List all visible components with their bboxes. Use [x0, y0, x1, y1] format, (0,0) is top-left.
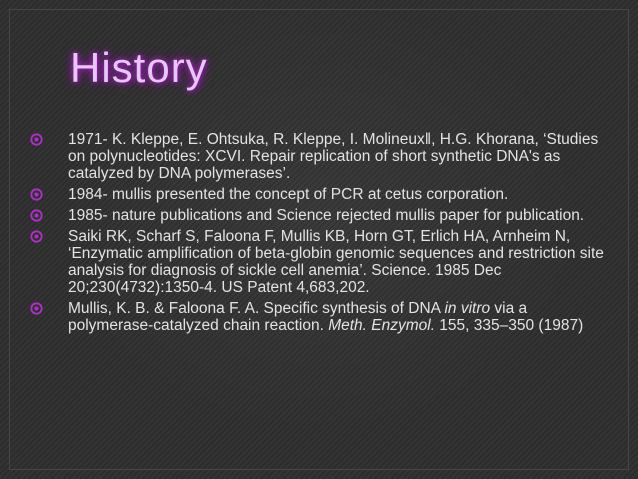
bullet-text: 1985- nature publications and Science rejected mullis paper for publication. [68, 207, 585, 224]
bullet-list [30, 131, 615, 338]
bullet-text: 1984- mullis presented the concept of PCR at cetus corporation. [68, 186, 509, 203]
bullet-text: Saiki RK, Scharf S, Faloona F, Mullis KB, Horn GT, Erlich HA, Arnheim N, ‘Enzymatic amplification of beta-globin genomic sequences and restriction site analysis for diagnosis of sickle cell anemia’. Science. 1985 Dec 20;230(4732):1350-4. US Patent 4,683,202. [68, 228, 604, 296]
target-bullet-icon [30, 228, 44, 245]
bullet-text-italic: Meth. Enzymol. [328, 317, 435, 334]
target-bullet-icon [30, 131, 44, 148]
bullet-item [30, 186, 615, 203]
bullet-text: 1971- K. Kleppe, E. Ohtsuka, R. Kleppe, I. Molineux‖, H.G. Khorana, ‘Studies on polynucleotides: XCVI. Repair replication of short synthetic DNA's as catalyzed by DNA polymerases’. [68, 131, 599, 182]
bullet-text-part: via a polymerase-catalyzed chain reaction. [68, 300, 528, 334]
slide-title: History [70, 44, 208, 91]
bullet-item [30, 300, 615, 334]
bullet-text [68, 300, 583, 334]
target-bullet-icon [30, 207, 44, 224]
target-bullet-icon [30, 186, 44, 203]
bullet-item [30, 207, 615, 224]
bullet-text-part: Mullis, K. B. & Faloona F. A. Specific synthesis of DNA [68, 300, 445, 317]
bullet-text-italic: in vitro [444, 300, 491, 317]
bullet-item [30, 131, 615, 182]
target-bullet-icon [30, 300, 44, 317]
bullet-text-part: 155, 335–350 (1987) [435, 317, 584, 334]
bullet-item [30, 228, 615, 296]
